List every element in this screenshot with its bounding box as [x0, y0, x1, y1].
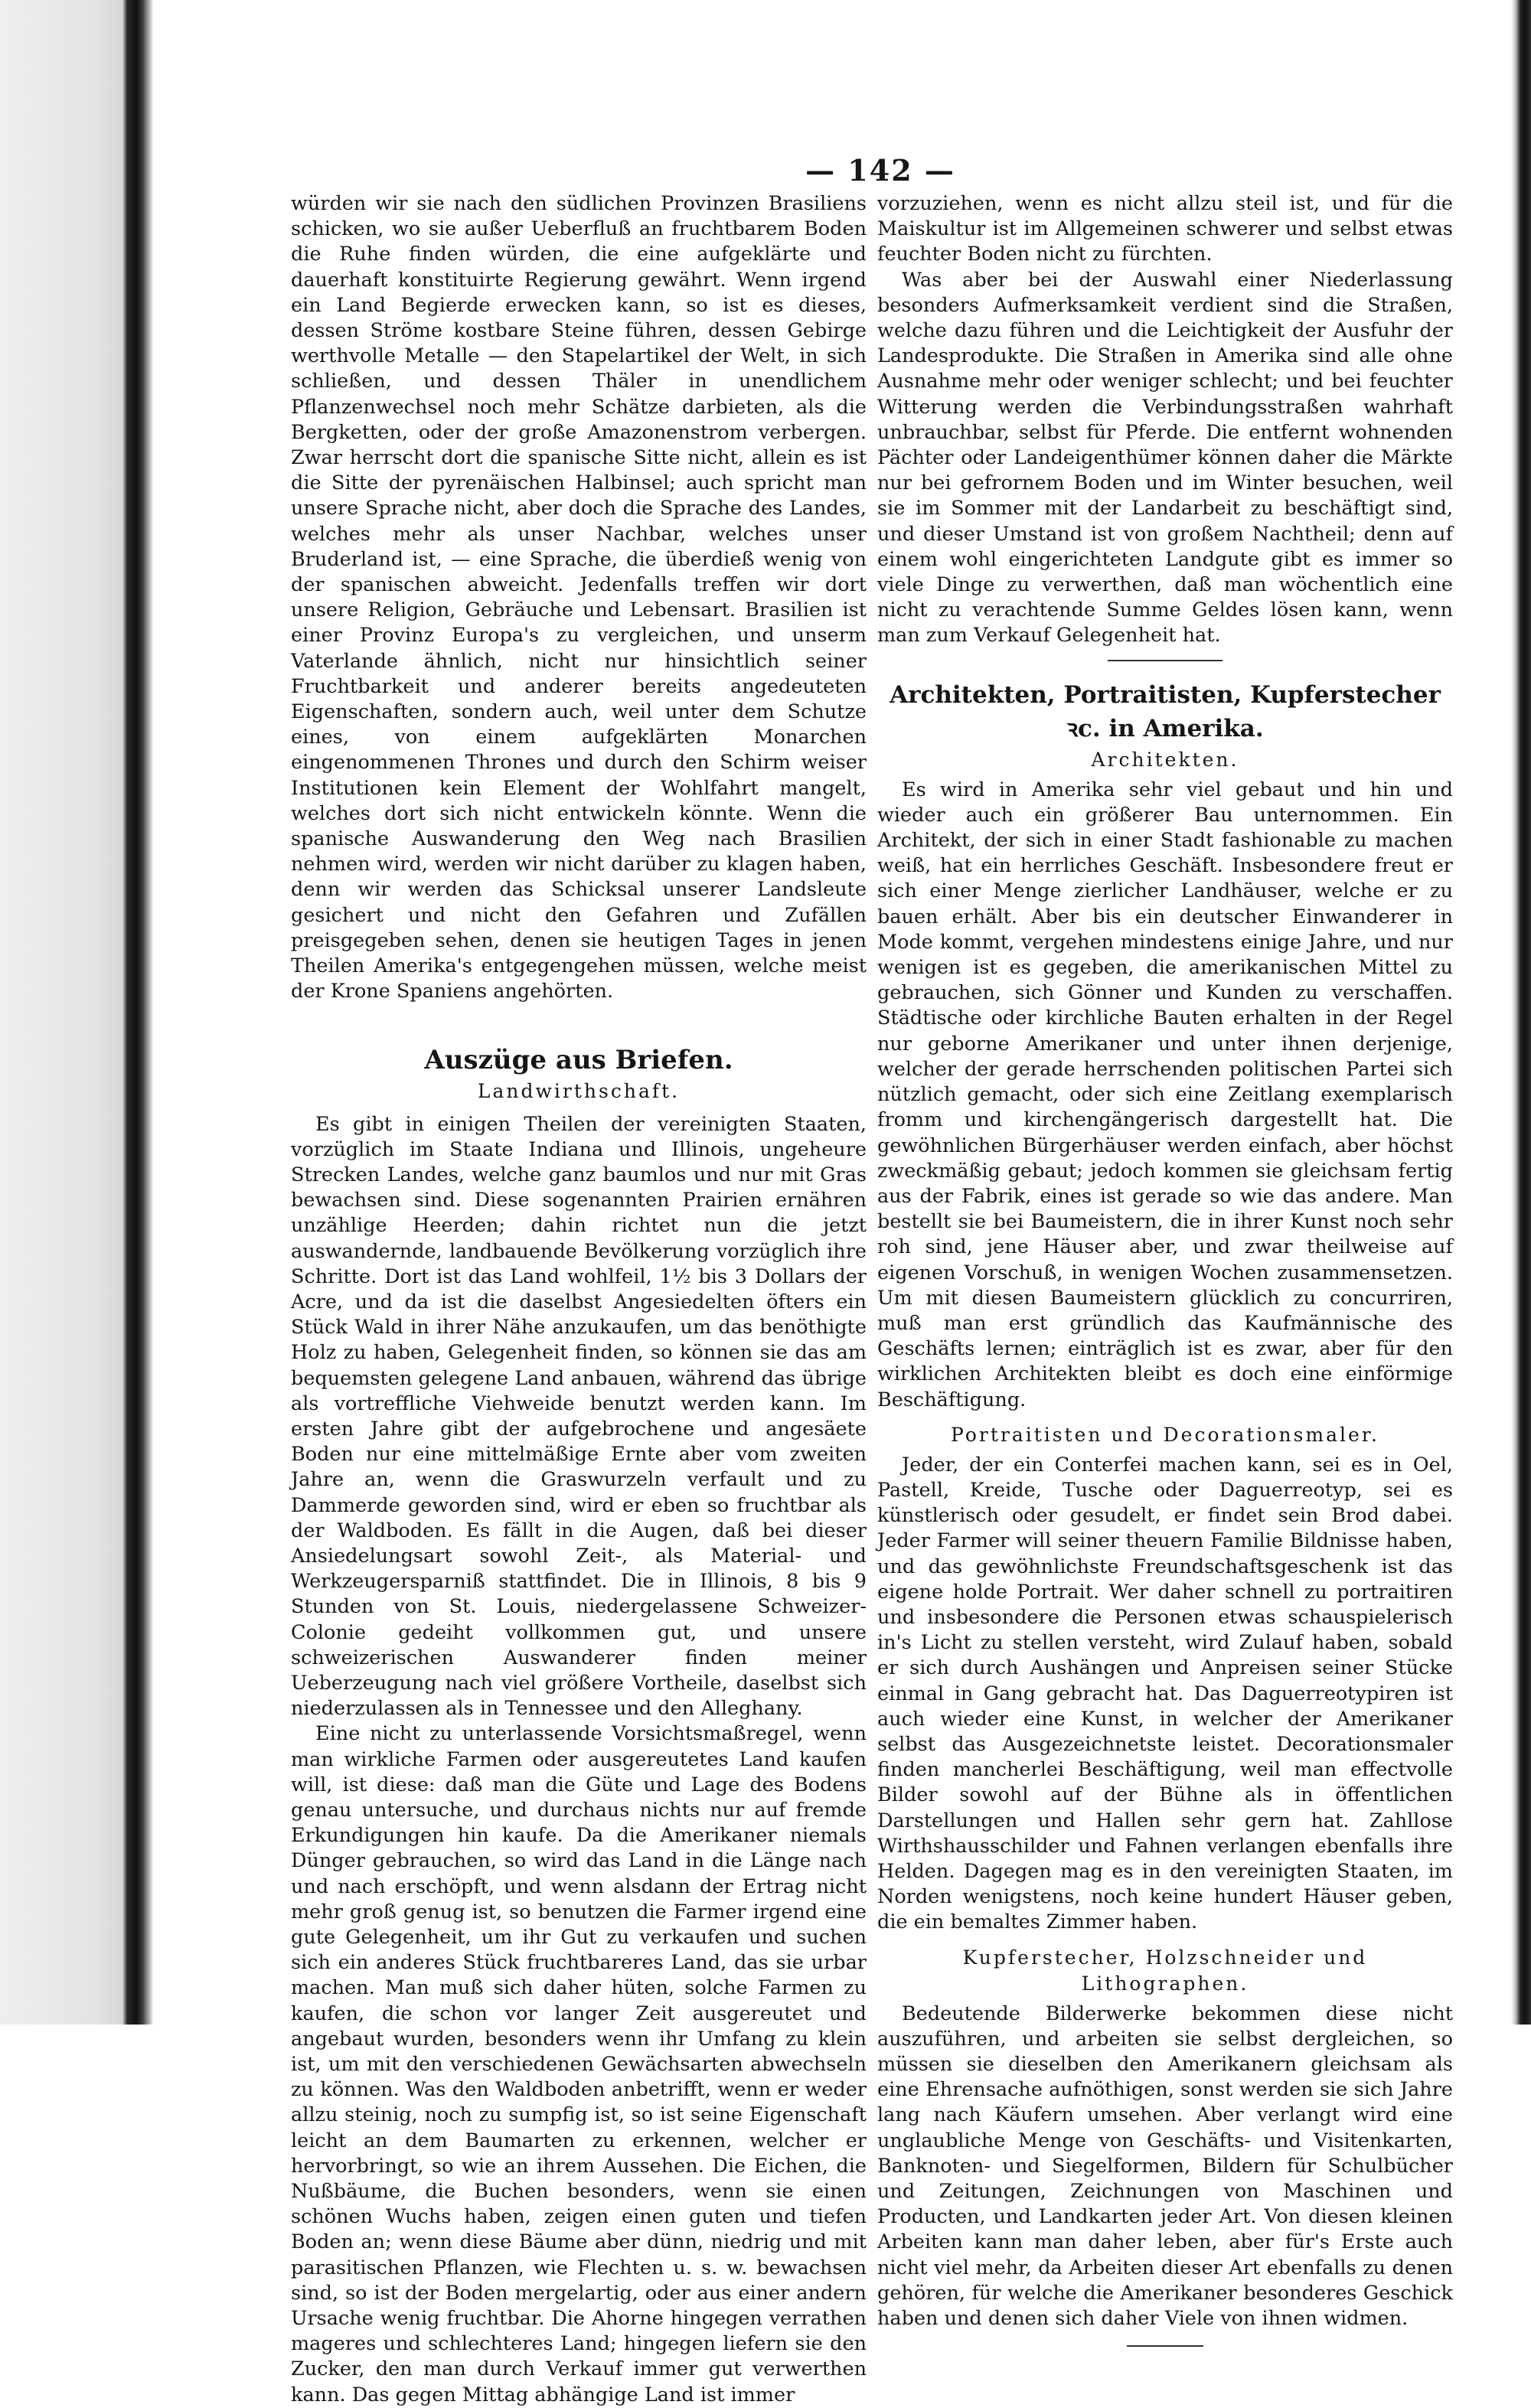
portraitists-subtitle: Portraitisten und Decorationsmaler.	[951, 1423, 1379, 1446]
separator-rule	[1108, 660, 1223, 661]
engravers-paragraph: Bedeutende Bilderwerke bekommen diese nicht auszuführen, und arbeiten sie selbst dergleichen, so müssen sie dieselben den Amerikanern gleichsam als eine Ehrensache aufnöthigen, sonst werden sie sich Jahre lang nach Käufern umsehen. Aber verlangt wird eine unglaubliche Menge von Geschäfts- und Visitenkarten, Banknoten- und Siegelformen, Bildern für Schulbücher und Zeitungen, Zeichnungen von Maschinen und Producten, und Landkarten jeder Art. Von diesen kleinen Arbeiten kann man daher leben, aber für's Erste auch nicht viel mehr, da Arbeiten dieser Art ebenfalls zu denen gehören, für welche die Amerikaner besonderes Geschick haben und denen sich daher Viele von ihnen widmen.	[877, 2002, 1453, 2331]
engravers-subtitle: Kupferstecher, Holzschneider und Lithographen.	[962, 1946, 1368, 1995]
continued-paragraph: vorzuziehen, wenn es nicht allzu steil ist, und für die Maiskultur ist im Allgemeinen schwerer und selbst etwas feuchter Boden nicht zu fürchten.	[877, 192, 1453, 266]
roads-paragraph: Was aber bei der Auswahl einer Niederlassung besonders Aufmerksamkeit verdient sind die Straßen, welche dazu führen und die Leichtigkeit der Ausfuhr der Landesprodukte. Die Straßen in Amerika sind alle ohne Ausnahme mehr oder weniger schlecht; und bei feuchter Witterung werden die Verbindungsstraßen wahrhaft unbrauchbar, selbst für Pferde. Die entfernt wohnenden Pächter oder Landeigenthümer können daher die Märkte nur bei gefrornem Boden und im Winter besuchen, weil sie im Sommer mit der Landarbeit zu beschäftigt sind, und dieser Umstand ist von großem Nachtheil; denn auf einem wohl eingerichteten Landgute gibt es immer so viele Dinge zu verwerthen, daß man wöchentlich eine nicht zu verachtende Summe Geldes lösen kann, wenn man zum Verkauf Gelegenheit hat.	[877, 268, 1453, 648]
architects-subtitle: Architekten.	[1091, 748, 1239, 771]
book-binding-gutter	[0, 0, 153, 2025]
agriculture-paragraph-1: Es gibt in einigen Theilen der vereinigten Staaten, vorzüglich im Staate Indiana und Illinois, ungeheure Strecken Landes, welche ganz baumlos und nur mit Gras bewachsen sind. Diese sogenannten Prairien ernähren unzählige Heerden; dahin richtet nun die jetzt auswandernde, landbauende Bevölkerung vorzüglich ihre Schritte. Dort ist das Land wohlfeil, 1½ bis 3 Dollars der Acre, und da ist die daselbst Angesiedelten öfters ein Stück Wald in ihrer Nähe anzukaufen, um das benöthigte Holz zu haben, Gelegenheit finden, so können sie das am bequemsten gelegene Land anbauen, während das übrige als vortreffliche Viehweide benutzt werden kann. Im ersten Jahre gibt der aufgebrochene und angesäete Boden nur eine mittelmäßige Ernte aber vom zweiten Jahre an, wenn die Graswurzeln verfault und zu Dammerde geworden sind, wird er eben so fruchtbar als der Waldboden. Es fällt in die Augen, daß bei dieser Ansiedelungsart sowohl Zeit-, als Material- und Werkzeugersparniß stattfindet. Die in Illinois, 8 bis 9 Stunden von St. Louis, niedergelassene Schweizer-Colonie gedeiht vollkommen gut, und unsere schweizerischen Auswanderer finden meiner Ueberzeugung nach viel größere Vortheile, daselbst sich niederzulassen als in Tennessee und den Alleghany.	[291, 1112, 867, 1721]
portraitists-paragraph: Jeder, der ein Conterfei machen kann, sei es in Oel, Pastell, Kreide, Tusche oder Daguerreotyp, sei es künstlerisch oder gesudelt, er findet sein Brod dabei. Jeder Farmer will seiner theuern Familie Bildnisse haben, und das gewöhnlichste Freundschaftsgeschenk ist das eigene holde Portrait. Wer daher schnell zu portraitiren und insbesondere die Personen etwas schauspielerisch in's Licht zu stellen versteht, wird Zulauf haben, sobald er sich durch Aushängen und Anpreisen seiner Stücke einmal in Gang gebracht hat. Das Daguerreotypiren ist auch wieder eine Kunst, in welcher der Amerikaner selbst das Ausgezeichnetste leistet. Decorationsmaler finden mancherlei Beschäftigung, weil man effectvolle Bilder sowohl auf der Bühne als in öffentlichen Darstellungen und Hallen sehr gern hat. Zahllose Wirthshausschilder und Fahnen verlangen ebenfalls ihre Helden. Dagegen mag es in den vereinigten Staaten, im Norden wenigstens, noch keine hundert Häuser geben, die ein bemaltes Zimmer haben.	[877, 1453, 1453, 1934]
brazil-paragraph: würden wir sie nach den südlichen Provinzen Brasiliens schicken, wo sie außer Ueberfluß an fruchtbarem Boden die Ruhe finden würden, die eine aufgeklärte und dauerhaft konstituirte Regierung gewährt. Wenn irgend ein Land Begierde erwecken kann, so ist es dieses, dessen Ströme kostbare Steine führen, dessen Gebirge werthvolle Metalle — den Stapelartikel der Welt, in sich schließen, und dessen Thäler in unendlichem Pflanzenwechsel noch mehr Schätze darbieten, als die Bergketten, oder der große Amazonenstrom verbergen. Zwar herrscht dort die spanische Sitte nicht, allein es ist die Sitte der pyrenäischen Halbinsel; auch spricht man unsere Sprache nicht, aber doch die Sprache des Landes, welches mehr als unser Nachbar, welches unser Bruderland ist, — eine Sprache, die überdieß wenig von der spanischen abweicht. Jedenfalls treffen wir dort unsere Religion, Gebräuche und Lebensart. Brasilien ist einer Provinz Europa's zu vergleichen, und unserm Vaterlande ähnlich, nicht nur hinsichtlich seiner Fruchtbarkeit und anderer bereits angedeuteten Eigenschaften, sondern auch, weil unter dem Schutze eines, von einem aufgeklärten Monarchen eingenommenen Thrones und durch den Schirm weiser Institutionen kein Element der Wohlfahrt mangelt, welches dort sich nicht entwickeln könnte. Wenn die spanische Auswanderung den Weg nach Brasilien nehmen wird, werden wir nicht darüber zu klagen haben, denn wir werden das Schicksal unserer Landsleute gesichert und nicht den Gefahren und Zufällen preisgegeben sehen, denen sie heutigen Tages in jenen Theilen Amerika's entgegengehen müssen, welche meist der Krone Spaniens angehörten.	[291, 192, 867, 1003]
left-column	[291, 191, 867, 2408]
page-edge	[1511, 0, 1531, 2025]
section-title: Architekten, Portraitisten, Kupferstecher ꝛc. in Amerika.	[890, 680, 1441, 742]
page-number: — 142 —	[805, 153, 955, 188]
end-rule	[1127, 2345, 1203, 2347]
section-subtitle: Landwirthschaft.	[477, 1079, 681, 1102]
right-column	[877, 191, 1453, 2347]
section-title: Auszüge aus Briefen.	[424, 1044, 733, 1075]
architects-paragraph: Es wird in Amerika sehr viel gebaut und hin und wieder auch ein größerer Bau unternommen. Ein Architekt, der sich in einer Stadt fashionable zu machen weiß, hat ein herrliches Geschäft. Insbesondere freut er sich einer Menge zierlicher Landhäuser, welche er zu bauen erhält. Aber bis ein deutscher Einwanderer in Mode kommt, vergehen mindestens einige Jahre, und nur wenigen ist es gegeben, die amerikanischen Mittel zu gebrauchen, sich Gönner und Kunden zu verschaffen. Städtische oder kirchliche Bauten erhalten in der Regel nur geborne Amerikaner und unter ihnen derjenige, welcher der gerade herrschenden politischen Partei sich nützlich gemacht, oder sich eine Zeitlang exemplarisch fromm und kirchengängerisch dargestellt hat. Die gewöhnlichen Bürgerhäuser werden einfach, aber höchst zweckmäßig gebaut; jedoch kommen sie gleichsam fertig aus der Fabrik, eines ist gerade so wie das andere. Man bestellt sie bei Baumeistern, die in ihrer Kunst noch sehr roh sind, jene Häuser aber, und zwar theilweise auf eigenen Vorschuß, in wenigen Wochen zusammensetzen. Um mit diesen Baumeistern glücklich zu concurriren, muß man erst gründlich das Kaufmännische des Geschäfts lernen; einträglich ist es zwar, aber für den wirklichen Architekten bleibt es doch eine einförmige Beschäftigung.	[877, 778, 1453, 1411]
agriculture-paragraph-2: Eine nicht zu unterlassende Vorsichtsmaßregel, wenn man wirkliche Farmen oder ausgereutetes Land kaufen will, ist diese: daß man die Güte und Lage des Bodens genau untersuche, und durchaus nichts nur auf fremde Erkundigungen hin kaufe. Da die Amerikaner niemals Dünger gebrauchen, so wird das Land in die Länge nach und nach erschöpft, und wenn alsdann der Ertrag nicht mehr groß genug ist, so benutzen die Farmer irgend eine gute Gelegenheit, um ihr Gut zu verkaufen und suchen sich ein anderes Stück fruchtbareres Land, das sie urbar machen. Man muß sich daher hüten, solche Farmen zu kaufen, die schon vor langer Zeit ausgereutet und angebaut wurden, besonders wenn ihr Umfang zu klein ist, um mit den verschiedenen Gewächsarten abwechseln zu können. Was den Waldboden anbetrifft, wenn er weder allzu steinig, noch zu sumpfig ist, so ist seine Eigenschaft leicht an dem Baumarten zu erkennen, welcher er hervorbringt, so wie an ihrem Aussehen. Die Eichen, die Nußbäume, die Buchen besonders, wenn sie einen schönen Wuchs haben, zeigen einen guten und tiefen Boden an; wenn diese Bäume aber dünn, niedrig und mit parasitischen Pflanzen, wie Flechten u. s. w. bewachsen sind, so ist der Boden mergelartig, oder aus einer andern Ursache wenig fruchtbar. Die Ahorne hingegen verrathen mageres und schlechteres Land; hingegen liefern sie den Zucker, den man durch Verkauf immer gut verwerthen kann. Das gegen Mittag abhängige Land ist immer	[291, 1722, 867, 2406]
